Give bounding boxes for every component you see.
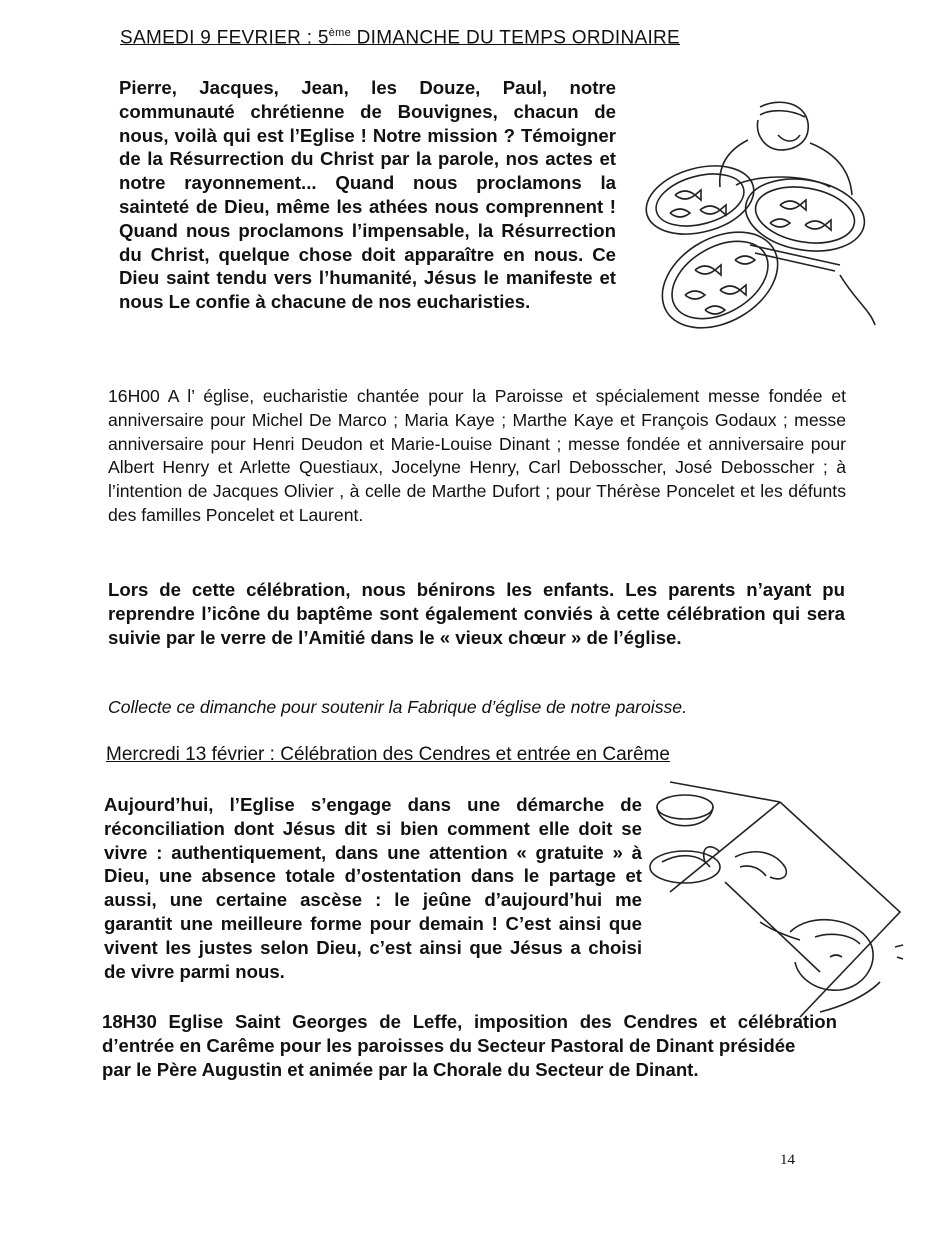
section1-title: SAMEDI 9 FEVRIER : 5ème DIMANCHE DU TEMPS ORDINAIRE: [120, 27, 681, 49]
blessing-paragraph: Lors de cette célébration, nous bénirons les enfants. Les parents n’ayant pu reprendre l’icône du baptême sont également conviés à cette célébration qui sera suivie par le verre de l’Amitié dans le « vieux chœur » de l’église.: [108, 579, 845, 648]
page-number: 14: [780, 1152, 795, 1168]
fish-baskets-illustration: [640, 95, 880, 345]
section2-event-last-line: par le Père Augustin et animée par la Chorale du Secteur de Dinant.: [102, 1058, 699, 1080]
section2-title: Mercredi 13 février : Célébration des Cendres et entrée en Carême: [106, 744, 670, 765]
collecte-note: Collecte ce dimanche pour soutenir la Fabrique d’église de notre paroisse.: [108, 697, 687, 717]
section2-intro: Aujourd’hui, l’Eglise s’engage dans une démarche de réconciliation dont Jésus dit si bien comment elle doit se vivre : authentiquement, dans une attention « gratuite » à Dieu, une absence totale d’ostentation dans le partage et aussi, une certaine ascèse : le jeûne d’aujourd’hui me garantit une meilleure forme pour demain ! C’est ainsi que vivent les justes selon Dieu, c’est ainsi que Jésus a choisi de vivre parmi nous.: [104, 794, 642, 982]
section2-event: 18H30 Eglise Saint Georges de Leffe, imposition des Cendres et célébration d’entrée en Carême pour les paroisses du Secteur Pastoral de Dinant présidée par le Père Augustin et animée par la Chorale du Secteur de Dinant.: [102, 1011, 837, 1080]
ashes-illustration: [640, 772, 910, 1032]
mass-intentions: 16H00 A l’ église, eucharistie chantée pour la Paroisse et spécialement messe fondée et anniversaire pour Michel De Marco ; Maria Kaye ; Marthe Kaye et François Godaux ; messe anniversaire pour Henri Deudon et Marie-Louise Dinant ; messe fondée et anniversaire pour Albert Henry et Arlette Questiaux, Jocelyne Henry, Carl Debosscher, José Debosscher ; à l’intention de Jacques Olivier , à celle de Marthe Dufort ; pour Thérèse Poncelet et les défunts des familles Poncelet et Laurent.: [108, 386, 846, 525]
section1-intro: Pierre, Jacques, Jean, les Douze, Paul, notre communauté chrétienne de Bouvignes, chacun de nous, voilà qui est l’Eglise ! Notre mission ? Témoigner de la Résurrection du Christ par la parole, nos actes et notre rayonnement... Quand nous proclamons la sainteté de Dieu, même les athées nous comprennent ! Quand nous proclamons l’impensable, la Résurrection du Christ, quelque chose doit apparaître en nous. Ce Dieu saint tendu vers l’humanité, Jésus le manifeste et nous Le confie à chacune de nos eucharisties.: [119, 77, 616, 313]
